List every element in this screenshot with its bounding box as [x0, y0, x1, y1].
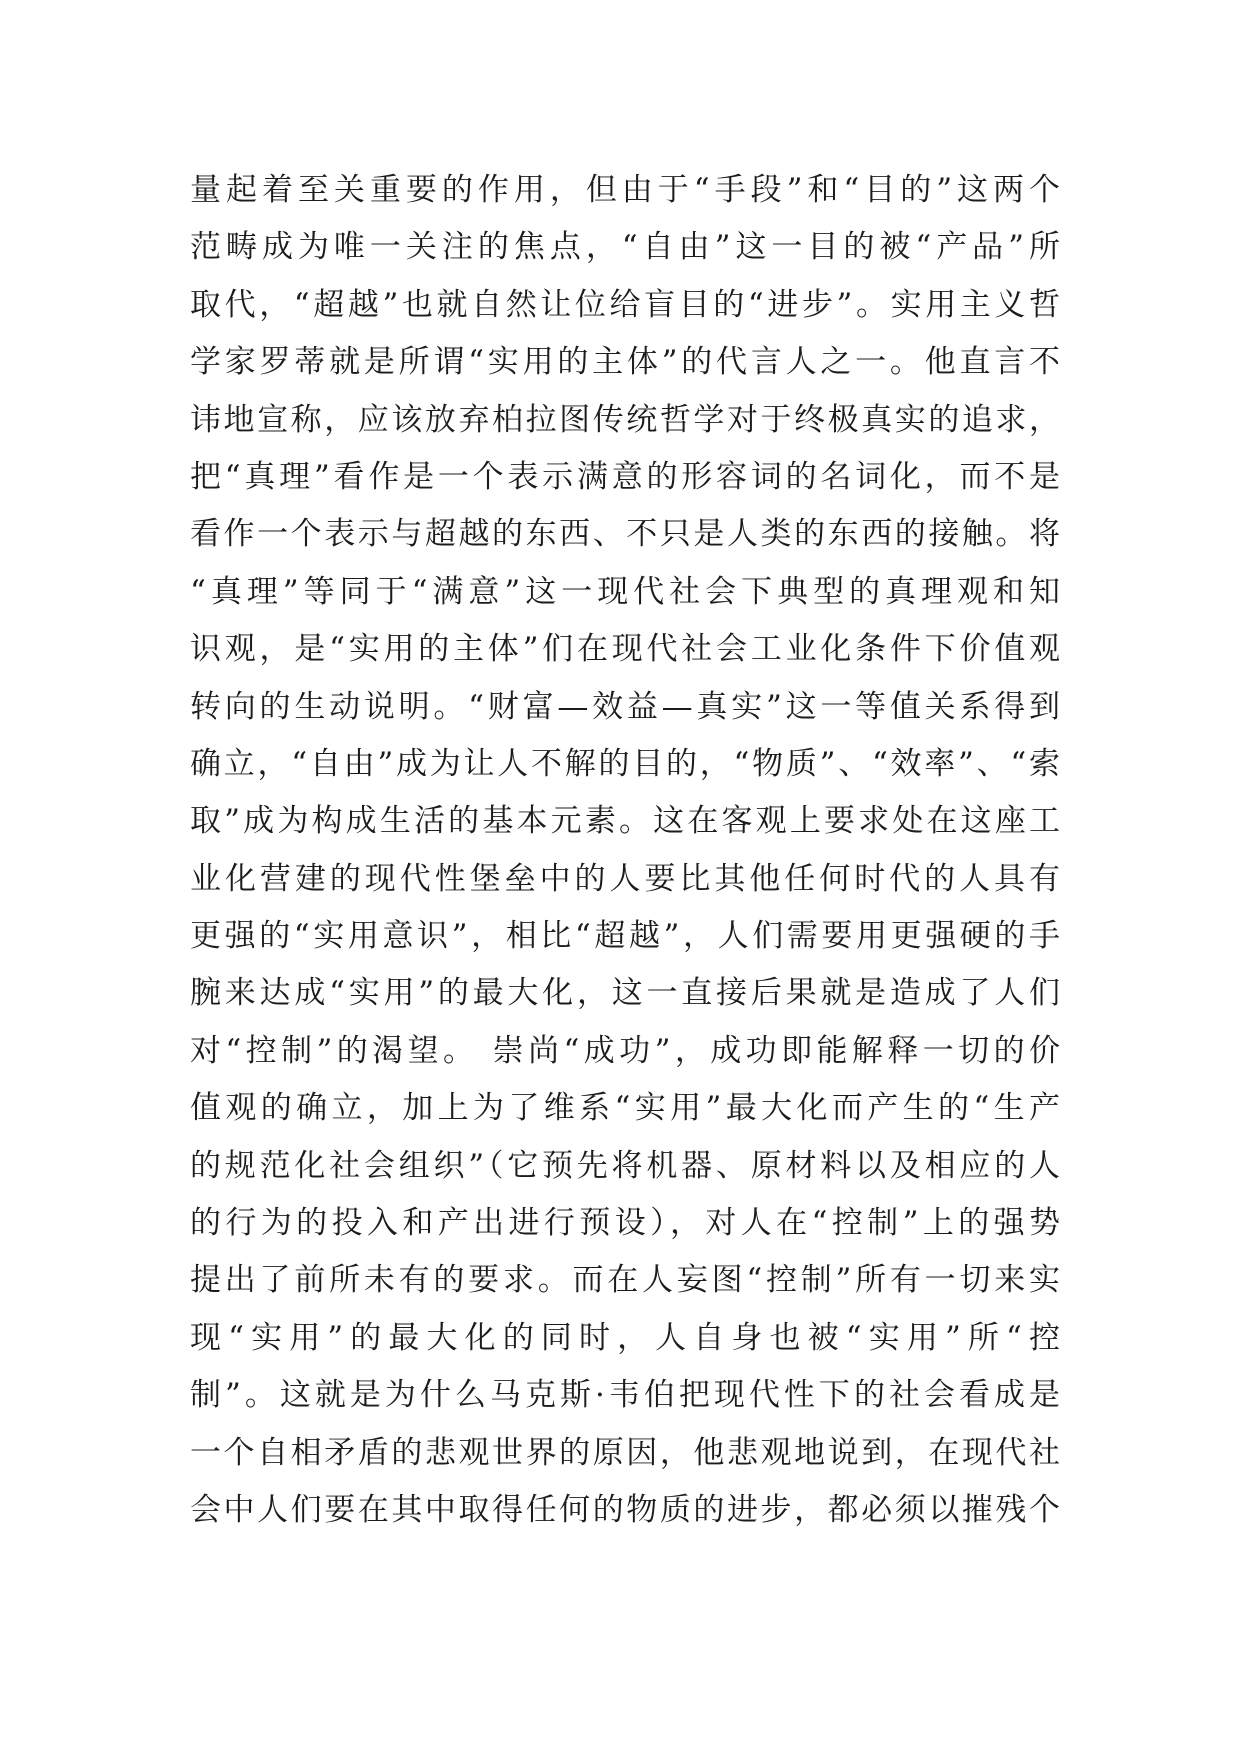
text-line-4: 学家罗蒂就是所谓“实用的主体”的代言人之一。他直言不 [190, 344, 1060, 381]
text-line-23: 一个自相矛盾的悲观世界的原因，他悲观地说到，在现代社 [190, 1434, 1060, 1471]
text-line-22: 制”。这就是为什么马克斯·韦伯把现代性下的社会看成是 [190, 1377, 1060, 1414]
text-line-15: 腕来达成“实用”的最大化，这一直接后果就是造成了人们 [190, 975, 1060, 1012]
text-line-7: 看作一个表示与超越的东西、不只是人类的东西的接触。将 [190, 516, 1060, 553]
text-line-11: 确立，“自由”成为让人不解的目的，“物质”、“效率”、“索 [190, 745, 1060, 782]
text-line-6: 把“真理”看作是一个表示满意的形容词的名词化，而不是 [190, 458, 1060, 495]
body-paragraph [190, 162, 1060, 1539]
text-line-2: 范畴成为唯一关注的焦点，“自由”这一目的被“产品”所 [190, 229, 1060, 266]
text-line-16: 对“控制”的渴望。 崇尚“成功”，成功即能解释一切的价 [190, 1032, 1060, 1069]
text-line-20: 提出了前所未有的要求。而在人妄图“控制”所有一切来实 [190, 1262, 1060, 1299]
text-line-10: 转向的生动说明。“财富—效益—真实”这一等值关系得到 [190, 688, 1060, 725]
text-line-12: 取”成为构成生活的基本元素。这在客观上要求处在这座工 [190, 803, 1060, 840]
text-line-1: 量起着至关重要的作用，但由于“手段”和“目的”这两个 [190, 172, 1060, 208]
text-line-18: 的规范化社会组织”（它预先将机器、原材料以及相应的人 [190, 1147, 1060, 1184]
text-line-3: 取代，“超越”也就自然让位给盲目的“进步”。实用主义哲 [190, 286, 1060, 323]
text-line-8: “真理”等同于“满意”这一现代社会下典型的真理观和知 [190, 573, 1060, 610]
text-line-13: 业化营建的现代性堡垒中的人要比其他任何时代的人具有 [190, 860, 1060, 897]
text-line-17: 值观的确立，加上为了维系“实用”最大化而产生的“生产 [190, 1090, 1060, 1127]
text-line-5: 讳地宣称，应该放弃柏拉图传统哲学对于终极真实的追求， [190, 401, 1060, 438]
text-line-21: 现“实用”的最大化的同时，人自身也被“实用”所“控 [190, 1319, 1060, 1356]
text-line-24: 会中人们要在其中取得任何的物质的进步，都必须以摧残个 [190, 1491, 1060, 1528]
text-line-9: 识观，是“实用的主体”们在现代社会工业化条件下价值观 [190, 631, 1060, 668]
text-line-14: 更强的“实用意识”，相比“超越”，人们需要用更强硬的手 [190, 918, 1060, 955]
text-line-19: 的行为的投入和产出进行预设），对人在“控制”上的强势 [190, 1205, 1060, 1242]
